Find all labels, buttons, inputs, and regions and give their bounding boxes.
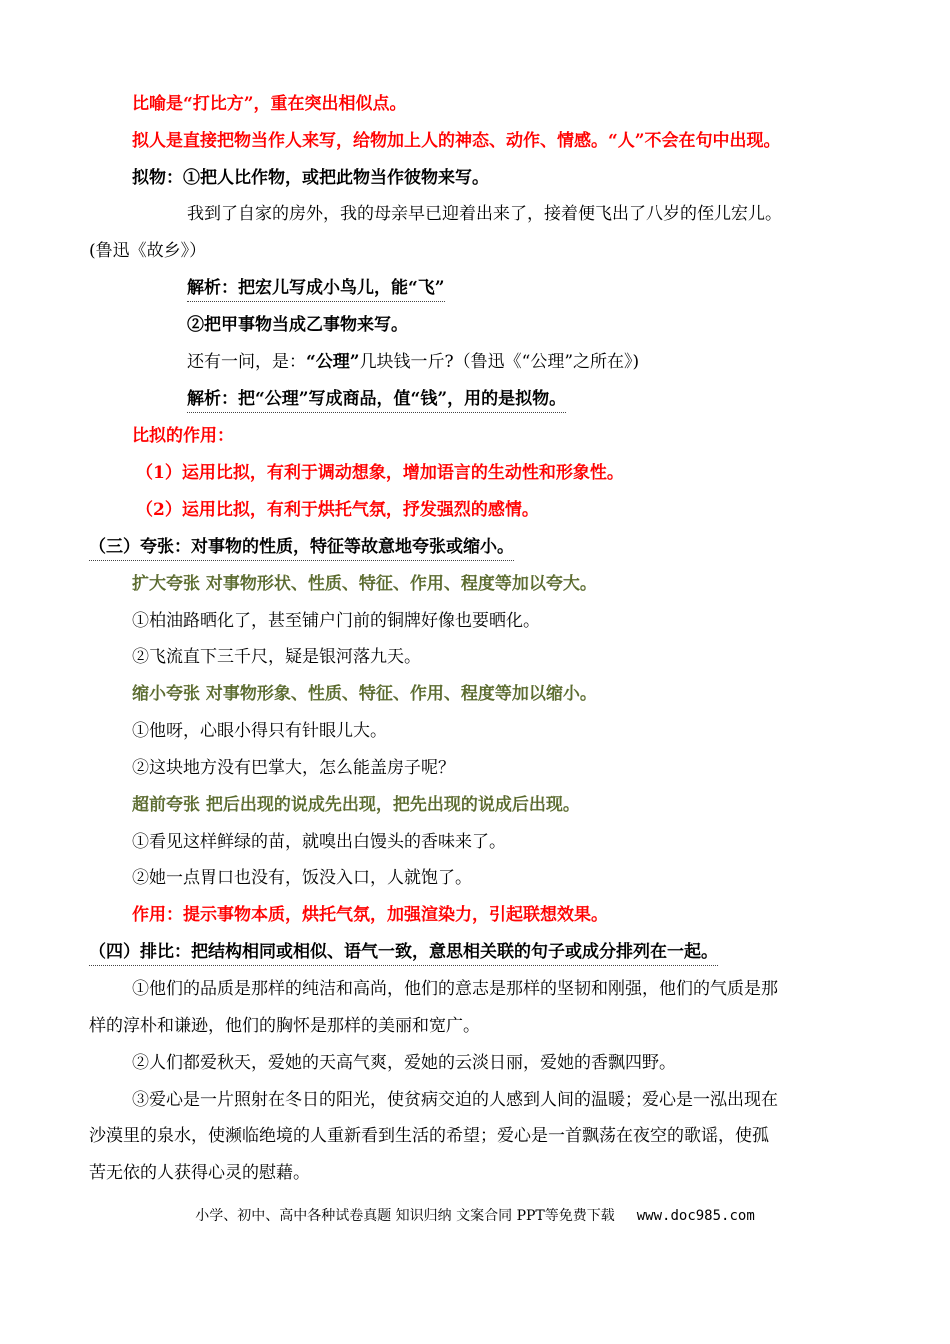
example-sentence: ①柏油路晒化了，甚至铺户门前的铜牌好像也要晒化。 bbox=[132, 611, 540, 631]
analysis-note: 解析：把宏儿写成小鸟儿，能“飞” bbox=[187, 276, 445, 302]
objectification-subpoint: ②把甲事物当成乙事物来写。 bbox=[187, 315, 408, 335]
example-sentence: ②人们都爱秋天，爱她的天高气爽，爱她的云淡日丽，爱她的香飘四野。 bbox=[132, 1053, 676, 1073]
hyperbole-type: 超前夸张 把后出现的说成先出现，把先出现的说成后出现。 bbox=[132, 795, 580, 815]
analysis-note: 解析：把“公理”写成商品，值“钱”，用的是拟物。 bbox=[187, 387, 566, 413]
section-subheading: 比拟的作用： bbox=[132, 426, 234, 446]
hyperbole-type: 扩大夸张 对事物形状、性质、特征、作用、程度等加以夸大。 bbox=[132, 574, 597, 594]
function-point: 作用：提示事物本质，烘托气氛，加强渲染力，引起联想效果。 bbox=[132, 905, 608, 925]
section-heading-hyperbole: （三）夸张：对事物的性质，特征等故意地夸张或缩小。 bbox=[89, 535, 514, 561]
objectification-heading: 拟物：①把人比作物，或把此物当作彼物来写。 bbox=[132, 168, 489, 188]
personification-note: 拟人是直接把物当作人来写，给物加上人的神态、动作、情感。“人”不会在句中出现。 bbox=[132, 131, 781, 151]
example-sentence: ③爱心是一片照射在冬日的阳光，使贫病交迫的人感到人间的温暖；爱心是一泓出现在 bbox=[132, 1090, 778, 1110]
hyperbole-type: 缩小夸张 对事物形象、性质、特征、作用、程度等加以缩小。 bbox=[132, 684, 597, 704]
page-footer bbox=[0, 1205, 950, 1225]
example-sentence: ①看见这样鲜绿的苗，就嗅出白馒头的香味来了。 bbox=[132, 832, 506, 852]
example-text: 还有一问，是： bbox=[187, 352, 306, 372]
footer-url: www.doc985.com bbox=[636, 1208, 755, 1224]
example-sentence: 苦无依的人获得心灵的慰藉。 bbox=[89, 1163, 310, 1183]
section-heading-parallelism: （四）排比：把结构相同或相似、语气一致，意思相关联的句子或成分排列在一起。 bbox=[89, 940, 718, 966]
metaphor-note: 比喻是“打比方”，重在突出相似点。 bbox=[132, 94, 407, 114]
example-sentence bbox=[187, 350, 639, 374]
footer-text: 小学、初中、高中各种试卷真题 知识归纳 文案合同 PPT等免费下载 bbox=[195, 1208, 615, 1224]
example-sentence: 样的淳朴和谦逊，他们的胸怀是那样的美丽和宽广。 bbox=[89, 1016, 480, 1036]
example-sentence: ②她一点胃口也没有，饭没入口，人就饱了。 bbox=[132, 868, 472, 888]
example-emphasis: “公理” bbox=[306, 352, 360, 372]
example-sentence: 我到了自家的房外，我的母亲早已迎着出来了，接着便飞出了八岁的侄儿宏儿。 bbox=[187, 204, 782, 224]
example-sentence: ①他呀，心眼小得只有针眼儿大。 bbox=[132, 721, 387, 741]
example-sentence: ①他们的品质是那样的纯洁和高尚，他们的意志是那样的坚韧和刚强，他们的气质是那 bbox=[132, 979, 778, 999]
example-text: 几块钱一斤?（鲁迅《“公理”之所在》) bbox=[359, 352, 640, 372]
function-point: （1）运用比拟，有利于调动想象，增加语言的生动性和形象性。 bbox=[136, 463, 624, 483]
example-sentence: 沙漠里的泉水，使濒临绝境的人重新看到生活的希望；爱心是一首飘荡在夜空的歌谣，使孤 bbox=[89, 1126, 769, 1146]
function-point: （2）运用比拟，有利于烘托气氛，抒发强烈的感情。 bbox=[136, 500, 539, 520]
example-sentence: ②飞流直下三千尺，疑是银河落九天。 bbox=[132, 647, 421, 667]
example-sentence: ②这块地方没有巴掌大，怎么能盖房子呢？ bbox=[132, 758, 455, 778]
example-source: (鲁迅《故乡》） bbox=[89, 241, 207, 261]
